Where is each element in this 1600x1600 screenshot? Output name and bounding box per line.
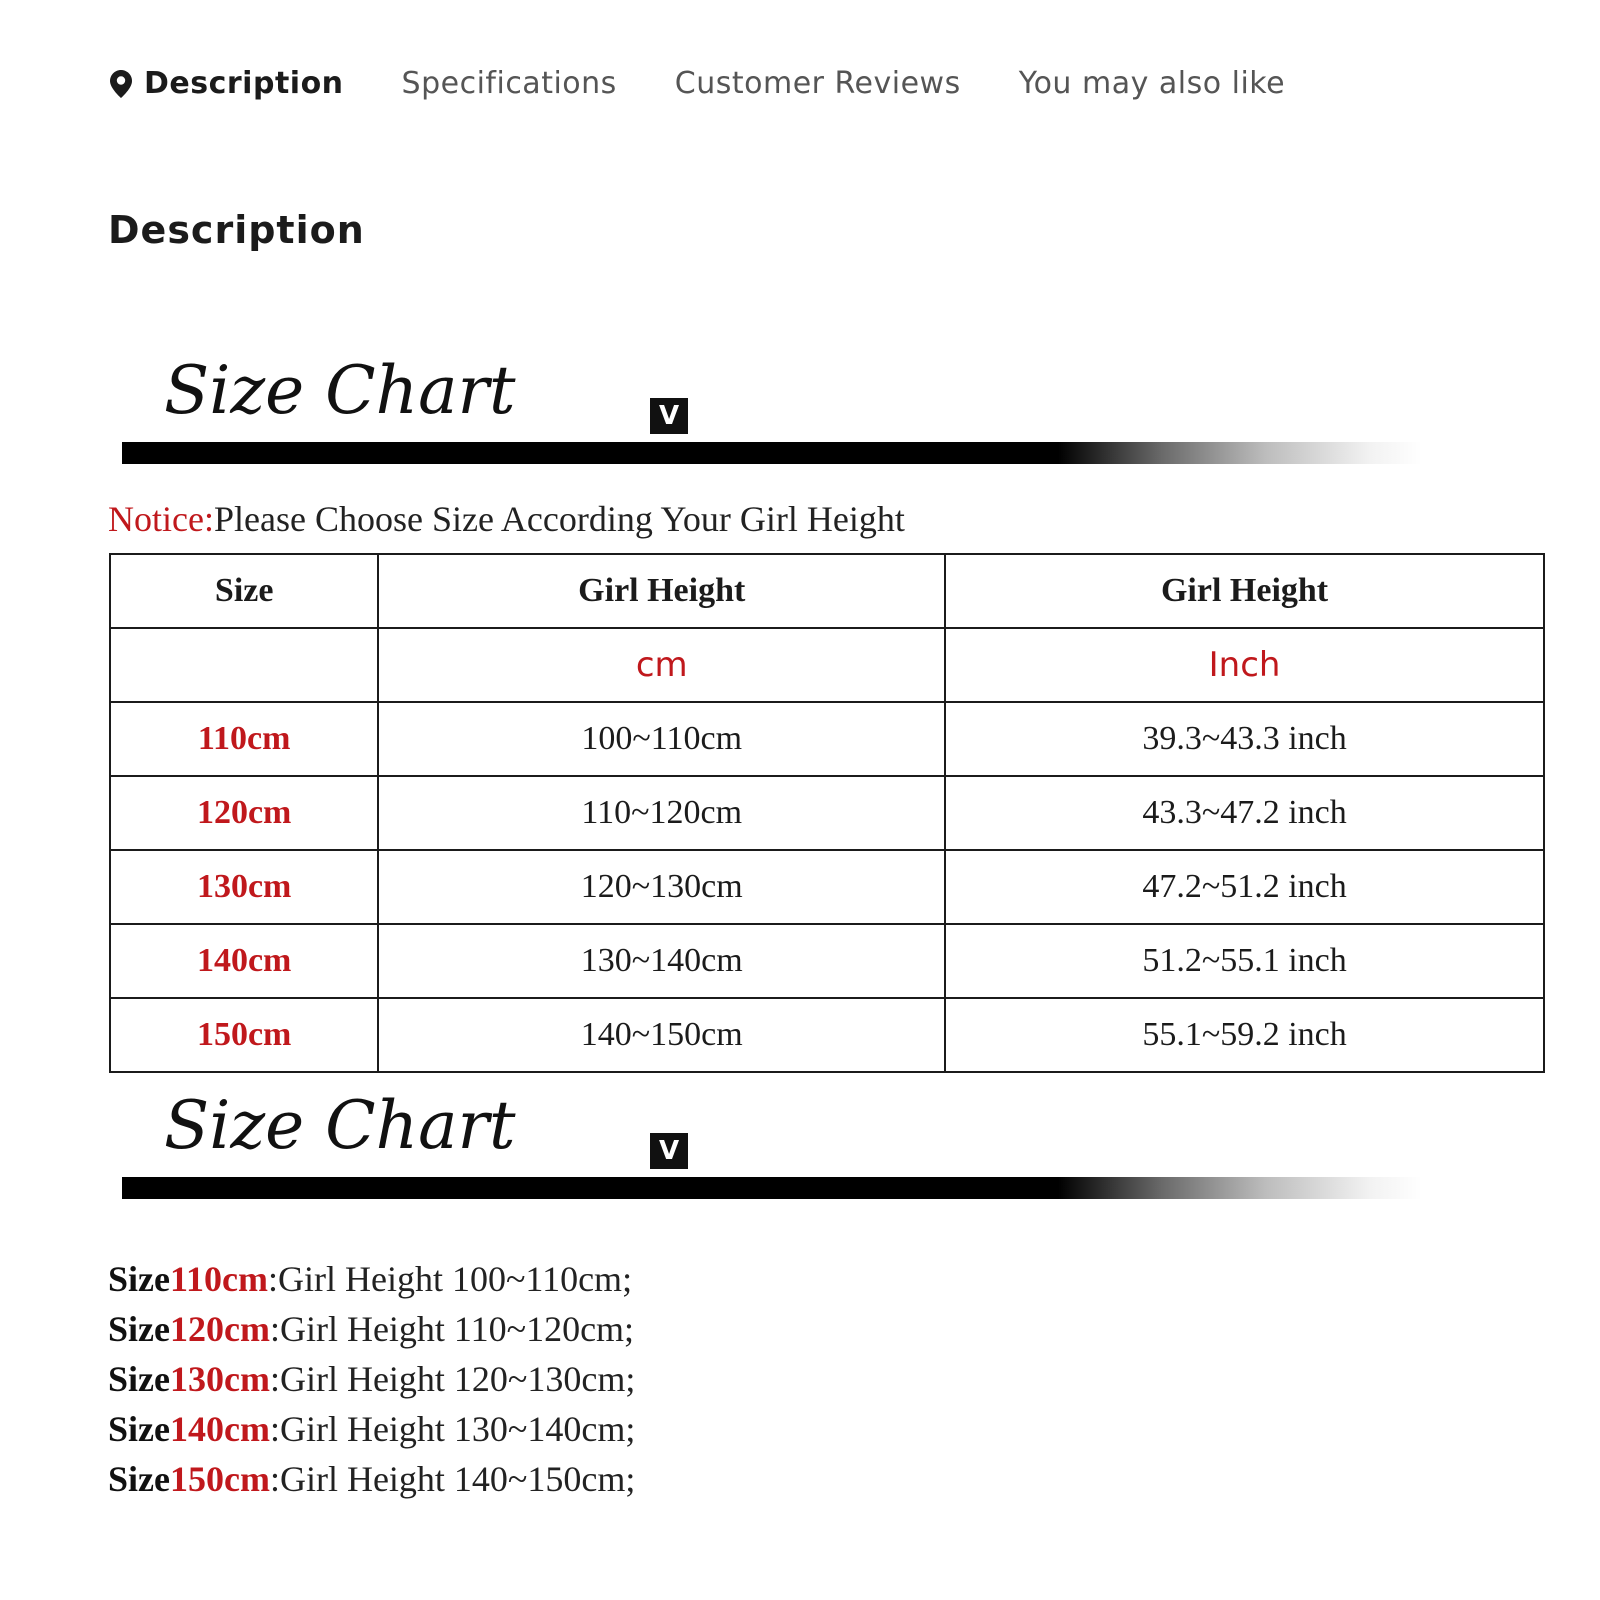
height-inch-cell: 55.1~59.2 inch: [945, 998, 1544, 1072]
size-description: :Girl Height 100~110cm;: [267, 1259, 633, 1299]
table-unit-row: [110, 628, 1544, 702]
list-item: [108, 1354, 635, 1404]
height-cm-cell: 140~150cm: [378, 998, 945, 1072]
tab-you-may-also-like[interactable]: [1019, 66, 1285, 101]
height-inch-cell: 39.3~43.3 inch: [945, 702, 1544, 776]
size-label: Size: [108, 1459, 170, 1499]
tab-label: You may also like: [1018, 66, 1286, 101]
height-inch-cell: 47.2~51.2 inch: [945, 850, 1544, 924]
unit-inch: Inch: [945, 628, 1544, 702]
table-header-row: [110, 554, 1544, 628]
table-row: [110, 998, 1544, 1072]
height-inch-cell: 51.2~55.1 inch: [945, 924, 1544, 998]
size-label: Size: [108, 1309, 170, 1349]
size-cell: 140cm: [110, 924, 378, 998]
tab-label: Specifications: [401, 66, 617, 101]
banner-v-mark: V: [650, 1133, 688, 1169]
tab-specifications[interactable]: [402, 66, 617, 101]
size-value: 120cm: [169, 1309, 270, 1349]
unit-size: [110, 628, 378, 702]
size-description: :Girl Height 130~140cm;: [269, 1409, 636, 1449]
notice-prefix: Notice:: [108, 499, 214, 539]
size-label: Size: [108, 1409, 170, 1449]
size-cell: 130cm: [110, 850, 378, 924]
size-value: 140cm: [169, 1409, 270, 1449]
table-row: [110, 850, 1544, 924]
unit-cm: cm: [378, 628, 945, 702]
map-pin-icon: [110, 70, 132, 98]
height-cm-cell: 110~120cm: [378, 776, 945, 850]
size-value: 150cm: [169, 1459, 270, 1499]
list-item: [108, 1254, 635, 1304]
notice-message: Please Choose Size According Your Girl Height: [213, 499, 905, 539]
size-label: Size: [108, 1359, 170, 1399]
banner-title: Size Chart: [164, 1087, 516, 1164]
banner-title: Size Chart: [164, 352, 516, 429]
table-row: [110, 702, 1544, 776]
size-table: [109, 553, 1545, 1073]
height-cm-cell: 130~140cm: [378, 924, 945, 998]
header-girl-height-inch: Girl Height: [945, 554, 1544, 628]
size-description: :Girl Height 140~150cm;: [269, 1459, 636, 1499]
size-cell: 110cm: [110, 702, 378, 776]
size-chart-banner: [122, 1087, 1422, 1207]
notice-text: [108, 498, 905, 540]
table-row: [110, 924, 1544, 998]
size-cell: 120cm: [110, 776, 378, 850]
size-description: :Girl Height 120~130cm;: [269, 1359, 636, 1399]
tab-label: Customer Reviews: [674, 66, 961, 101]
size-description: :Girl Height 110~120cm;: [269, 1309, 635, 1349]
list-item: [108, 1404, 635, 1454]
size-value: 130cm: [169, 1359, 270, 1399]
banner-rule: [122, 442, 1422, 464]
height-cm-cell: 100~110cm: [378, 702, 945, 776]
size-value: 110cm: [169, 1259, 268, 1299]
product-tabs: [110, 66, 1285, 101]
tab-description[interactable]: [110, 66, 344, 101]
banner-v-mark: V: [650, 398, 688, 434]
table-row: [110, 776, 1544, 850]
banner-rule: [122, 1177, 1422, 1199]
header-size: Size: [110, 554, 378, 628]
section-title: Description: [108, 208, 365, 252]
size-chart-banner: [122, 352, 1422, 472]
size-cell: 150cm: [110, 998, 378, 1072]
height-inch-cell: 43.3~47.2 inch: [945, 776, 1544, 850]
size-list: [108, 1254, 635, 1504]
tab-customer-reviews[interactable]: [675, 66, 961, 101]
list-item: [108, 1304, 635, 1354]
size-label: Size: [108, 1259, 170, 1299]
tab-label: Description: [144, 66, 344, 101]
height-cm-cell: 120~130cm: [378, 850, 945, 924]
header-girl-height-cm: Girl Height: [378, 554, 945, 628]
list-item: [108, 1454, 635, 1504]
